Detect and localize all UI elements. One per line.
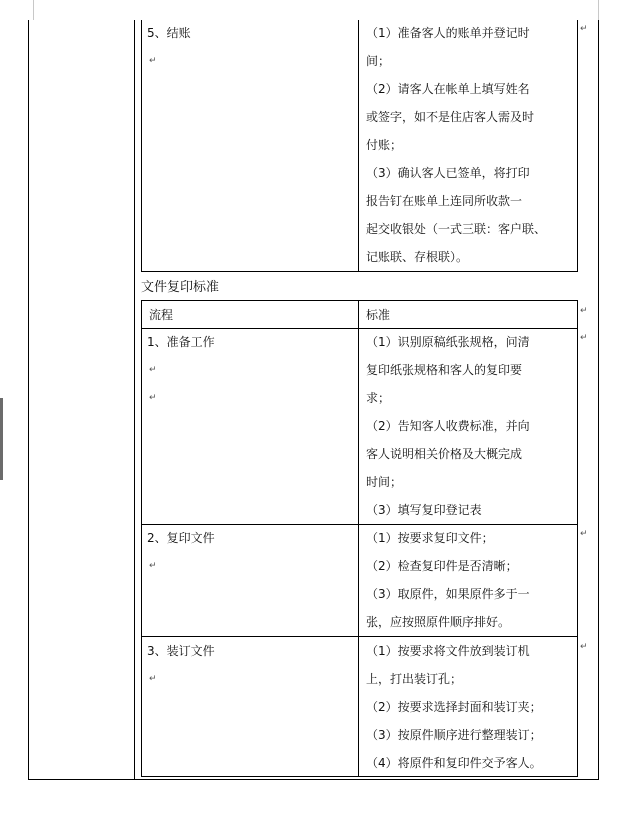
left-page-edge-marker [0,398,3,480]
standard-line: （3）填写复印登记表 [366,503,482,517]
row-2-step-label: 2、复印文件 [147,531,215,545]
cell-end-mark: ↵ [580,333,588,343]
table-col-divider [358,300,359,777]
header-flow: 流程 [149,308,174,322]
table-top-border [141,300,578,301]
table-left-border [141,300,142,777]
cell-end-mark: ↵ [580,529,588,539]
standard-line: （1）按要求复印文件； [366,531,494,545]
standard-line: （1）识别原稿纸张规格，问清 [366,335,530,349]
row-3-step-label: 3、装订文件 [147,644,215,658]
header-standard: 标准 [366,308,391,322]
table-right-border [577,300,578,777]
table-row-1-bottom-border [141,524,578,525]
standard-line: （2）请客人在帐单上填写姓名 [366,82,530,96]
table-bottom-border [141,776,578,777]
standard-line: 或签字，如不是住店客人需及时 [366,110,535,124]
standard-line: （2）告知客人收费标准，并向 [366,419,530,433]
paragraph-mark: ↵ [149,561,157,571]
standard-line: （3）取原件，如果原件多于一 [366,587,530,601]
outer-table-bottom-border [28,779,599,780]
standard-line: 报告钉在账单上连同所收款一 [366,194,523,208]
page-margin-left-guide [33,0,34,20]
paragraph-mark: ↵ [149,393,157,403]
standard-line: 起交收银处（一式三联：客户联、 [366,222,547,236]
standard-line: 时间； [366,475,403,489]
outer-table-divider [134,20,135,780]
standard-line: 客人说明相关价格及大概完成 [366,447,523,461]
outer-table-left-border [28,20,29,780]
standard-line: 上，打出装订孔； [366,672,463,686]
outer-table-right-border [598,20,599,780]
section-heading: 文件复印标准 [141,280,220,295]
standard-line: （1）按要求将文件放到装订机 [366,644,530,658]
top-table-bottom-border [141,271,578,272]
standard-line: 求； [366,391,391,405]
paragraph-mark: ↵ [149,674,157,684]
table-header-bottom-border [141,328,578,329]
top-table-left-border [141,20,142,272]
cell-end-mark: ↵ [580,24,588,34]
top-table-col-divider [358,20,359,272]
row-1-step-label: 1、准备工作 [147,335,215,349]
standard-line: （3）确认客人已签单，将打印 [366,166,530,180]
standard-line: （1）准备客人的账单并登记时 [366,26,530,40]
standard-line: （4）将原件和复印件交予客人。 [366,756,542,770]
paragraph-mark: ↵ [149,56,157,66]
paragraph-mark: ↵ [149,365,157,375]
standard-line: 付账； [366,138,403,152]
standard-line: 记账联、存根联）。 [366,250,469,264]
standard-line: （2）检查复印件是否清晰； [366,559,518,573]
standard-line: 复印纸张规格和客人的复印要 [366,363,523,377]
cell-end-mark: ↵ [580,642,588,652]
top-table-right-border [577,20,578,272]
cell-end-mark: ↵ [580,306,588,316]
standard-line: （3）按原件顺序进行整理装订； [366,728,542,742]
table-row-2-bottom-border [141,636,578,637]
standard-line: 张，应按照原件顺序排好。 [366,615,511,629]
top-row-step-label: 5、结账 [147,26,191,40]
standard-line: 间； [366,54,391,68]
page-margin-right-guide [598,0,599,20]
standard-line: （2）按要求选择封面和装订夹； [366,700,542,714]
